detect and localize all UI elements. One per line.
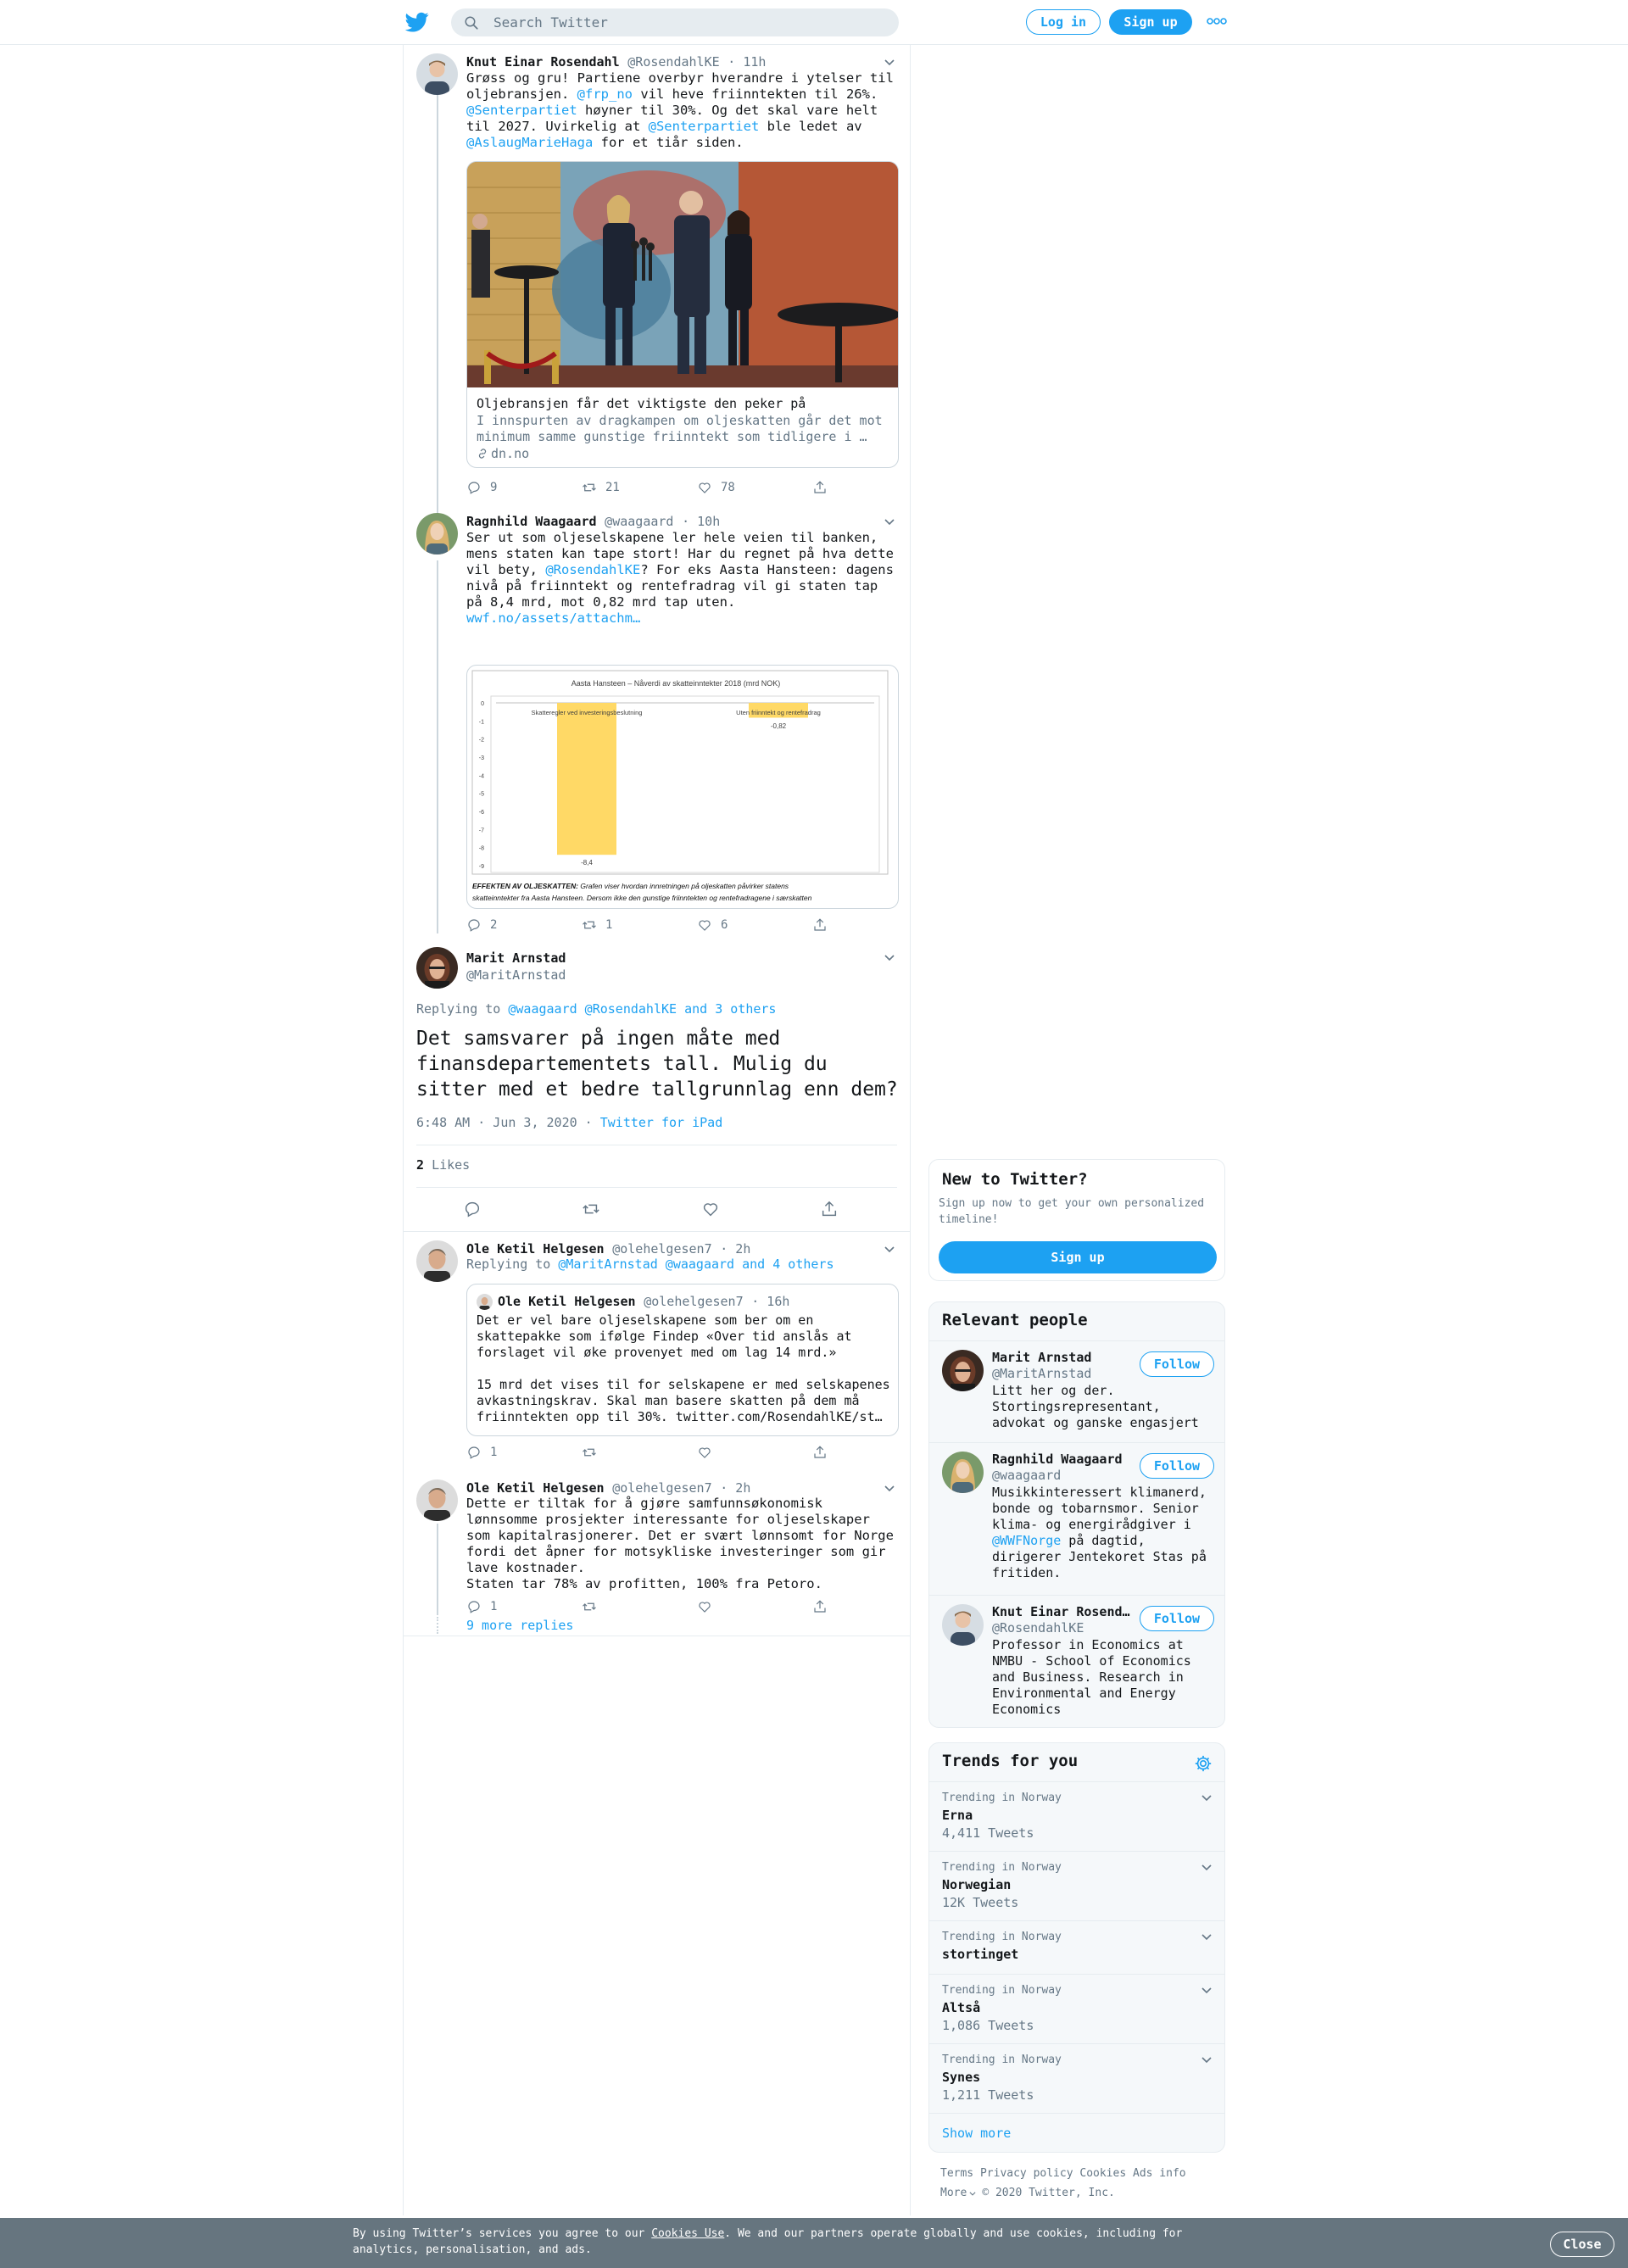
author-handle[interactable]: @MaritArnstad xyxy=(466,967,566,983)
new-to-twitter-title: New to Twitter? xyxy=(942,1170,1088,1189)
chart-y-tick-label: 0 xyxy=(481,701,484,707)
author-handle[interactable]: @olehelgesen7 xyxy=(612,1480,712,1496)
chart-image-card[interactable] xyxy=(466,665,899,909)
author-name[interactable]: Marit Arnstad xyxy=(466,950,566,966)
share-button[interactable] xyxy=(812,1598,828,1615)
retweet-icon xyxy=(582,1445,597,1460)
chevron-down-icon[interactable] xyxy=(883,950,896,964)
trends-title: Trends for you xyxy=(942,1752,1079,1770)
tweet-time[interactable]: · 11h xyxy=(728,54,767,70)
tweet-actions xyxy=(466,917,899,933)
author-name[interactable]: Ole Ketil Helgesen xyxy=(466,1480,605,1496)
chevron-down-icon[interactable] xyxy=(883,1242,896,1256)
log-in-button[interactable]: Log in xyxy=(1026,9,1101,35)
avatar[interactable] xyxy=(416,1479,458,1521)
author-handle[interactable]: @waagaard xyxy=(605,514,674,529)
trend-context: Trending in Norway xyxy=(942,1792,1062,1804)
reply-icon[interactable] xyxy=(463,1200,482,1218)
thread-connector xyxy=(437,1524,438,1615)
chart-caption-line-1: EFFEKTEN AV OLJESKATTEN: Grafen viser hvordan innretningen på oljeskatten påvirker statens xyxy=(472,882,789,890)
tweet-actions xyxy=(466,1444,899,1461)
mention-link[interactable]: @Senterpartiet xyxy=(466,103,577,118)
chevron-down-icon[interactable] xyxy=(883,55,896,69)
url-link[interactable]: wwf.no/assets/attachm… xyxy=(466,610,641,626)
card-domain: dn.no xyxy=(477,446,529,461)
retweet-button[interactable]: 1 xyxy=(582,917,612,933)
retweet-icon[interactable] xyxy=(582,1200,600,1218)
chevron-down-icon[interactable] xyxy=(1200,1983,1213,1997)
person-bio: Litt her og der. Stortingsrepresentant, advokat og ganske engasjert xyxy=(992,1383,1199,1430)
person-name[interactable]: Ragnhild Waagaard xyxy=(992,1452,1123,1467)
top-navigation-bar xyxy=(0,0,1628,45)
avatar[interactable] xyxy=(416,53,458,95)
avatar[interactable] xyxy=(942,1604,984,1646)
share-icon xyxy=(812,1599,828,1614)
retweet-icon xyxy=(582,480,597,495)
like-button[interactable] xyxy=(697,1444,712,1461)
follow-button[interactable]: Follow xyxy=(1140,1606,1214,1631)
tweet[interactable] xyxy=(404,45,910,504)
like-button[interactable] xyxy=(697,1598,712,1615)
share-button[interactable] xyxy=(812,1444,828,1461)
share-button[interactable] xyxy=(812,917,828,933)
sidebar-footer-row-2 xyxy=(940,2187,1115,2199)
tweet-time[interactable]: · 2h xyxy=(720,1241,751,1257)
person-card[interactable] xyxy=(929,1442,1225,1595)
settings-gear-icon[interactable] xyxy=(1194,1754,1213,1773)
cookie-consent-bar xyxy=(0,2218,1628,2268)
retweet-button[interactable]: 21 xyxy=(582,479,620,496)
author-handle[interactable]: @olehelgesen7 xyxy=(612,1241,712,1257)
chart-category-label: Uten friinntekt og rentefradrag xyxy=(736,709,821,716)
replying-to: Replying to @MaritArnstad @waagaard and 4 others xyxy=(466,1257,834,1272)
replying-to: Replying to @waagaard @RosendahlKE and 3 others xyxy=(416,1001,777,1017)
trend-item[interactable] xyxy=(929,2043,1225,2113)
chevron-down-icon[interactable] xyxy=(1200,2053,1213,2066)
more-options-icon[interactable] xyxy=(1207,13,1227,30)
follow-button[interactable]: Follow xyxy=(1140,1453,1214,1479)
chevron-down-icon[interactable] xyxy=(883,1481,896,1495)
chevron-down-icon[interactable] xyxy=(1200,1930,1213,1943)
chart-y-tick-label: -3 xyxy=(478,755,484,761)
focused-tweet-actions xyxy=(416,1200,897,1220)
copyright: © 2020 Twitter, Inc. xyxy=(982,2187,1115,2199)
person-handle[interactable]: @MaritArnstad xyxy=(992,1366,1092,1381)
conversation-column xyxy=(403,45,911,2215)
avatar[interactable] xyxy=(942,1452,984,1493)
trend-name[interactable]: Altså xyxy=(942,2000,981,2015)
footer-more-menu[interactable]: More xyxy=(940,2187,977,2199)
tweet-time[interactable]: · 2h xyxy=(720,1480,751,1496)
reply-tweet[interactable] xyxy=(404,1232,910,1471)
tweet-text: Dette er tiltak for å gjøre samfunnsøkonomisk lønnsomme prosjekter interessante for oljeselskaper som kapitalrasjonerer. Det er svært lønnsomt for Norge fordi det åpner for motsykliske investeringer som gir lave kostnader. Staten tar 78% av profitten, 100% fra Petoro. xyxy=(466,1496,894,1591)
trend-count: 1,211 Tweets xyxy=(942,2087,1034,2103)
footer-link-cookies[interactable]: Cookies xyxy=(1079,2167,1127,2180)
twitter-bird-logo-icon[interactable] xyxy=(405,10,429,34)
reply-icon xyxy=(466,917,482,933)
likes-count[interactable]: 2 Likes xyxy=(416,1157,471,1173)
trend-item[interactable] xyxy=(929,1920,1225,1974)
person-card[interactable] xyxy=(929,1340,1225,1442)
sidebar-footer xyxy=(940,2167,1186,2180)
heart-icon[interactable] xyxy=(701,1200,720,1218)
tweet-actions xyxy=(466,1598,899,1615)
person-handle[interactable]: @waagaard xyxy=(992,1468,1062,1483)
trend-item[interactable] xyxy=(929,1781,1225,1851)
tweet[interactable] xyxy=(404,504,910,937)
show-more-link[interactable]: Show more xyxy=(942,2126,1012,2141)
tweet-time[interactable]: · 10h xyxy=(682,514,721,529)
author-name[interactable]: Knut Einar Rosendahl xyxy=(466,54,620,70)
search-icon xyxy=(464,15,479,31)
person-card[interactable] xyxy=(929,1595,1225,1728)
footer-link-terms[interactable]: Terms xyxy=(940,2167,974,2180)
relevant-people-title: Relevant people xyxy=(942,1311,1088,1329)
reply-button[interactable]: 1 xyxy=(466,1598,497,1615)
chevron-down-icon[interactable] xyxy=(1200,1860,1213,1874)
thread-dots xyxy=(437,1617,438,1634)
quoted-author-name: Ole Ketil Helgesen xyxy=(498,1294,636,1309)
avatar[interactable] xyxy=(416,513,458,554)
person-bio: Musikkinteressert klimanerd, bonde og tobarnsmor. Senior klima- og energirådgiver i @WWFNorge på dagtid, dirigerer Jentekoret Stas på fritiden. xyxy=(992,1485,1207,1580)
trends-box xyxy=(928,1742,1225,2153)
mention-link[interactable]: @frp_no xyxy=(577,86,633,102)
quoted-tweet-time: · 16h xyxy=(751,1294,790,1309)
person-name[interactable]: Knut Einar Rosend… xyxy=(992,1604,1130,1619)
chart-y-tick-label: -5 xyxy=(478,791,484,798)
trend-count: 1,086 Tweets xyxy=(942,2018,1034,2033)
tweet-source-link[interactable]: Twitter for iPad xyxy=(599,1115,723,1130)
avatar[interactable] xyxy=(416,1240,458,1282)
show-more-row xyxy=(929,2113,1225,2153)
trend-context: Trending in Norway xyxy=(942,1861,1062,1874)
trend-context: Trending in Norway xyxy=(942,1931,1062,1943)
tweet-timestamp: 6:48 AM · Jun 3, 2020 · Twitter for iPad xyxy=(416,1115,723,1130)
chart-y-tick-label: -8 xyxy=(478,845,484,852)
trend-context: Trending in Norway xyxy=(942,1984,1062,1997)
chart-data-label: -0,82 xyxy=(770,722,787,730)
sign-up-button[interactable]: Sign up xyxy=(1109,9,1192,35)
retweet-icon xyxy=(582,917,597,933)
reply-button[interactable]: 9 xyxy=(466,479,497,496)
tweet-text: Ser ut som oljeselskapene ler hele veien til banken, mens staten kan tape stort! Har du regnet på hva dette vil bety, @RosendahlKE? For eks Aasta Hansteen: dagens nivå på friinntekt og rentefradrag vil gi staten tap på 8,4 mrd, mot 0,82 mrd tap uten. wwf.no/assets/attachm… xyxy=(466,530,902,626)
reply-tweet[interactable] xyxy=(404,1471,910,1636)
chart-title: Aasta Hansteen – Nåverdi av skatteinntekter 2018 (mrd NOK) xyxy=(571,679,781,688)
chart-y-tick-label: -1 xyxy=(478,719,484,726)
card-title: Oljebransjen får det viktigste den peker på xyxy=(477,396,806,411)
reply-button[interactable]: 2 xyxy=(466,917,497,933)
heart-icon xyxy=(697,1599,712,1614)
new-to-twitter-box xyxy=(928,1159,1225,1281)
quoted-tweet-text: Det er vel bare oljeselskapene som ber om en skattepakke som ifølge Findep «Over tid anslås at forslaget vil øke provenyet med om lag 14 mrd.» 15 mrd det vises til for selskapene er med selskapenes avkastningskrav. Skal man basere skatten på dem må friinntekten opp til 30%. twitter.com/RosendahlKE/st… xyxy=(477,1312,890,1424)
replying-to-link[interactable]: @MaritArnstad @waagaard and 4 others xyxy=(558,1257,834,1272)
search-input[interactable] xyxy=(493,8,884,36)
cookie-notice-text: By using Twitter’s services you agree to our Cookies Use. We and our partners operate globally and use cookies, including for analytics, personalisation, and ads. xyxy=(353,2227,1183,2256)
quoted-author-handle: @olehelgesen7 xyxy=(644,1294,744,1309)
focused-tweet-text: Det samsvarer på ingen måte med finansdepartementets tall. Mulig du sitter med et bedre tallgrunnlag enn dem? xyxy=(416,1028,898,1101)
sidebar-sign-up-button[interactable]: Sign up xyxy=(939,1241,1217,1273)
chart-y-tick-label: -6 xyxy=(478,810,484,816)
mention-link[interactable]: @RosendahlKE xyxy=(545,562,641,577)
close-cookie-button[interactable]: Close xyxy=(1550,2232,1614,2257)
link-icon xyxy=(477,448,488,460)
trend-name[interactable]: stortinget xyxy=(942,1947,1019,1962)
card-description: I innspurten av dragkampen om oljeskatten går det mot minimum samme gunstige friinntekt som tidligere i … xyxy=(477,413,883,444)
trend-context: Trending in Norway xyxy=(942,2053,1062,2066)
trend-count: 4,411 Tweets xyxy=(942,1825,1034,1841)
bar-chart xyxy=(467,666,899,909)
avatar[interactable] xyxy=(942,1350,984,1391)
link-preview-card[interactable] xyxy=(466,161,899,468)
more-replies-link[interactable]: 9 more replies xyxy=(466,1618,574,1633)
replying-to-link[interactable]: @waagaard @RosendahlKE and 3 others xyxy=(508,1001,777,1017)
heart-icon xyxy=(697,480,712,495)
trend-item[interactable] xyxy=(929,1851,1225,1920)
search-box[interactable] xyxy=(451,8,899,36)
cookie-use-link[interactable]: Cookies Use xyxy=(651,2227,725,2240)
person-bio: Professor in Economics at NMBU - School of Economics and Business. Research in Environmental and Energy Economics xyxy=(992,1637,1191,1717)
chart-data-label: -8,4 xyxy=(581,859,593,867)
retweet-icon xyxy=(582,1599,597,1614)
tweet-text: Grøss og gru! Partiene overbyr hverandre i ytelser til oljebransjen. @frp_no vil heve friinntekten til 26%. @Senterpartiet høyner til 30%. Og det skal vare helt til 2027. Uvirkelig at @Senterpartiet ble ledet av @AslaugMarieHaga for et tiår siden. xyxy=(466,70,902,150)
tweet-actions xyxy=(466,479,899,496)
reply-icon xyxy=(466,1599,482,1614)
footer-link-privacy[interactable]: Privacy policy xyxy=(979,2167,1073,2180)
chart-y-tick-label: -7 xyxy=(478,828,484,834)
trend-name[interactable]: Synes xyxy=(942,2070,981,2085)
avatar[interactable] xyxy=(416,947,458,989)
reply-icon xyxy=(466,480,482,495)
reply-button[interactable]: 1 xyxy=(466,1444,497,1461)
author-handle[interactable]: @RosendahlKE xyxy=(627,54,720,70)
like-button[interactable]: 78 xyxy=(697,479,735,496)
article-photo xyxy=(467,162,899,387)
reply-icon xyxy=(466,1445,482,1460)
author-name[interactable]: Ragnhild Waagaard xyxy=(466,514,597,529)
like-button[interactable]: 6 xyxy=(697,917,728,933)
new-to-twitter-description: Sign up now to get your own personalized timeline! xyxy=(939,1197,1205,1226)
quoted-tweet[interactable] xyxy=(466,1284,899,1436)
heart-icon xyxy=(697,1445,712,1460)
share-icon xyxy=(812,917,828,933)
share-icon xyxy=(812,480,828,495)
mention-link[interactable]: @WWFNorge xyxy=(992,1533,1062,1548)
author-name[interactable]: Ole Ketil Helgesen xyxy=(466,1241,605,1257)
share-button[interactable] xyxy=(812,479,828,496)
chart-y-tick-label: -2 xyxy=(478,737,484,744)
footer-link-ads-info[interactable]: Ads info xyxy=(1133,2167,1186,2180)
chart-y-tick-label: -9 xyxy=(478,864,484,870)
heart-icon xyxy=(697,917,712,933)
trend-count: 12K Tweets xyxy=(942,1895,1019,1910)
trend-name[interactable]: Norwegian xyxy=(942,1877,1012,1892)
retweet-button[interactable] xyxy=(582,1444,597,1461)
chart-y-tick-label: -4 xyxy=(478,773,484,780)
person-handle[interactable]: @RosendahlKE xyxy=(992,1620,1084,1636)
mention-link[interactable]: @AslaugMarieHaga xyxy=(466,135,594,150)
chevron-down-icon[interactable] xyxy=(1200,1791,1213,1804)
trend-name[interactable]: Erna xyxy=(942,1808,973,1823)
chart-category-label: Skatteregler ved investeringsbeslutning xyxy=(531,709,643,716)
chevron-down-icon[interactable] xyxy=(883,515,896,528)
follow-button[interactable]: Follow xyxy=(1140,1351,1214,1377)
avatar xyxy=(477,1294,493,1310)
retweet-button[interactable] xyxy=(582,1598,597,1615)
chart-caption-line-2: skatteinntekter fra Aasta Hansteen. Dersom ikke den gunstige friinntekten og rentefradragene i særskatten xyxy=(472,894,812,902)
chart-bar xyxy=(557,703,616,855)
focused-tweet xyxy=(404,937,910,1232)
person-name[interactable]: Marit Arnstad xyxy=(992,1350,1092,1365)
relevant-people-box xyxy=(928,1301,1225,1728)
mention-link[interactable]: @Senterpartiet xyxy=(648,119,760,134)
trend-item[interactable] xyxy=(929,1974,1225,2043)
share-icon xyxy=(812,1445,828,1460)
chevron-down-icon xyxy=(968,2189,977,2198)
share-icon[interactable] xyxy=(820,1200,839,1218)
